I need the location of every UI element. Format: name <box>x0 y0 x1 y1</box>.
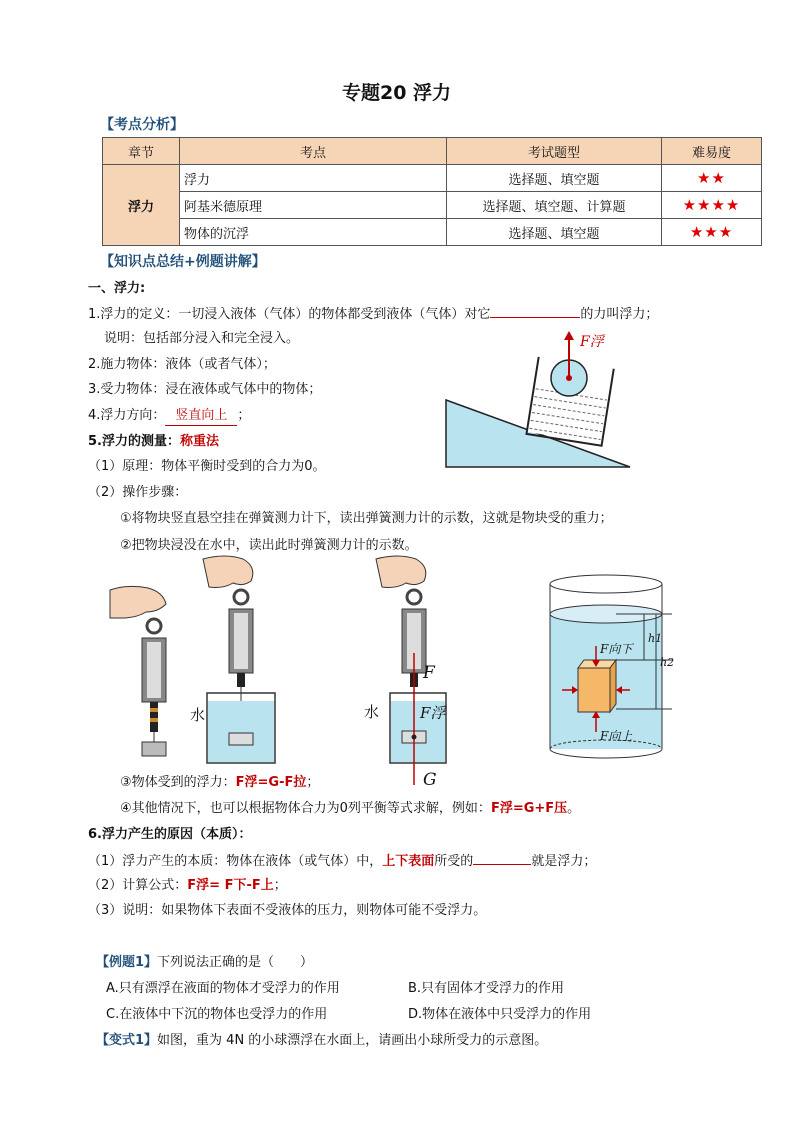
formula-end: ； <box>273 878 287 893</box>
measure-value: 称重法 <box>179 434 219 449</box>
option-a: A.只有漂浮在液面的物体才受浮力的作用 <box>106 981 340 996</box>
cause-text: （1）浮力产生的本质：物体在液体（或气体）中， <box>88 854 383 869</box>
direction-label: 4.浮力方向： <box>88 408 166 423</box>
water-label-2: 水 <box>364 703 380 721</box>
point-cell: 阿基米德原理 <box>180 192 447 219</box>
example-1-tag: 【例题1】 <box>96 955 158 970</box>
pressure-up-label: F向上 <box>600 729 633 743</box>
header-point: 考点 <box>180 138 447 165</box>
steps-line: （2）操作步骤： <box>88 485 188 500</box>
note-line: 说明：包括部分浸入和完全浸入。 <box>104 331 300 346</box>
point-cell: 浮力 <box>180 165 447 192</box>
force-float-label: F浮 <box>420 704 446 722</box>
option-d: D.物体在液体中只受浮力的作用 <box>408 1007 592 1022</box>
table-header-row <box>103 138 762 165</box>
blank-1 <box>490 304 580 318</box>
point-cell: 物体的沉浮 <box>180 219 447 246</box>
definition-end: 的力叫浮力； <box>580 307 659 322</box>
variant-1 <box>96 1032 547 1050</box>
step-2: ②把物块浸没在水中，读出此时弹簧测力计的示数。 <box>120 538 418 553</box>
pressure-down-label: F向下 <box>600 642 633 656</box>
page-title: 专题20 浮力 <box>341 82 452 104</box>
line-5 <box>88 433 219 451</box>
cause-highlight: 上下表面 <box>382 854 435 869</box>
stars-cell: ★★★ <box>662 219 762 246</box>
stars-cell: ★★★★ <box>662 192 762 219</box>
step-3-end: ； <box>306 775 320 790</box>
definition-text: 1.浮力的定义：一切浸入液体（气体）的物体都受到液体（气体）对它 <box>88 307 491 322</box>
option-c: C.在液体中下沉的物体也受浮力的作用 <box>106 1007 328 1022</box>
cause-end: 就是浮力； <box>531 854 597 869</box>
table-row <box>103 192 762 219</box>
cause-line-2 <box>88 877 287 895</box>
step-1: ①将物块竖直悬空挂在弹簧测力计下，读出弹簧测力计的示数，这就是物块受的重力； <box>120 511 613 526</box>
example-1 <box>96 954 313 972</box>
table-row <box>103 219 762 246</box>
variant-1-text: 如图，重为 4N 的小球漂浮在水面上，请画出小球所受力的示意图。 <box>157 1033 548 1048</box>
blank-2 <box>473 851 531 865</box>
heading-cause: 6.浮力产生的原因（本质）： <box>88 827 252 842</box>
step-4-formula: F浮=G+F压 <box>490 801 568 816</box>
section-analysis: 【考点分析】 <box>100 117 184 133</box>
line-4 <box>88 407 250 426</box>
heading-buoyancy: 一、浮力: <box>88 281 146 296</box>
step-4 <box>120 800 580 818</box>
line-2: 2.施力物体：液体（或者气体）； <box>88 357 276 372</box>
definition-line <box>88 304 658 324</box>
line-3: 3.受力物体：浸在液体或气体中的物体； <box>88 382 322 397</box>
cause-line-1 <box>88 851 596 871</box>
ball-force-label: F浮 <box>580 334 604 350</box>
spring-scale-water-figure <box>185 553 295 773</box>
step-3-formula: F浮=G-F拉 <box>235 775 307 790</box>
formula-label: （2）计算公式： <box>88 878 188 893</box>
depth-h2-label: h2 <box>660 656 675 669</box>
direction-end: ； <box>237 408 251 423</box>
header-type: 考试题型 <box>447 138 662 165</box>
force-F-label: F <box>423 663 435 683</box>
header-chapter: 章节 <box>103 138 180 165</box>
step-4-text: ④其他情况下，也可以根据物体合力为0列平衡等式求解，例如： <box>120 801 491 816</box>
type-cell: 选择题、填空题、计算题 <box>447 192 662 219</box>
step-4-end: 。 <box>567 801 581 816</box>
header-difficulty: 难易度 <box>662 138 762 165</box>
measure-label: 5.浮力的测量： <box>88 434 180 449</box>
example-1-question: 下列说法正确的是（ ） <box>157 955 314 970</box>
exam-point-table <box>102 137 762 246</box>
variant-1-tag: 【变式1】 <box>96 1033 158 1048</box>
type-cell: 选择题、填空题 <box>447 165 662 192</box>
depth-h1-label: h1 <box>648 632 663 645</box>
stars-cell: ★★ <box>662 165 762 192</box>
table-row <box>103 165 762 192</box>
force-G-label: G <box>423 770 437 790</box>
step-3 <box>120 774 319 792</box>
chapter-cell: 浮力 <box>103 165 180 246</box>
ball-on-slope-figure <box>440 330 670 470</box>
option-b: B.只有固体才受浮力的作用 <box>408 981 565 996</box>
cause-mid: 所受的 <box>434 854 474 869</box>
step-3-text: ③物体受到的浮力： <box>120 775 236 790</box>
direction-value: 竖直向上 <box>165 407 237 426</box>
section-knowledge: 【知识点总结+例题讲解】 <box>100 254 266 270</box>
formula-value: F浮= F下-F上 <box>187 878 274 893</box>
type-cell: 选择题、填空题 <box>447 219 662 246</box>
water-label-1: 水 <box>190 706 206 724</box>
principle-line: （1）原理：物体平衡时受到的合力为0。 <box>88 459 326 474</box>
cause-line-3: （3）说明：如果物体下表面不受液体的压力，则物体可能不受浮力。 <box>88 903 487 918</box>
